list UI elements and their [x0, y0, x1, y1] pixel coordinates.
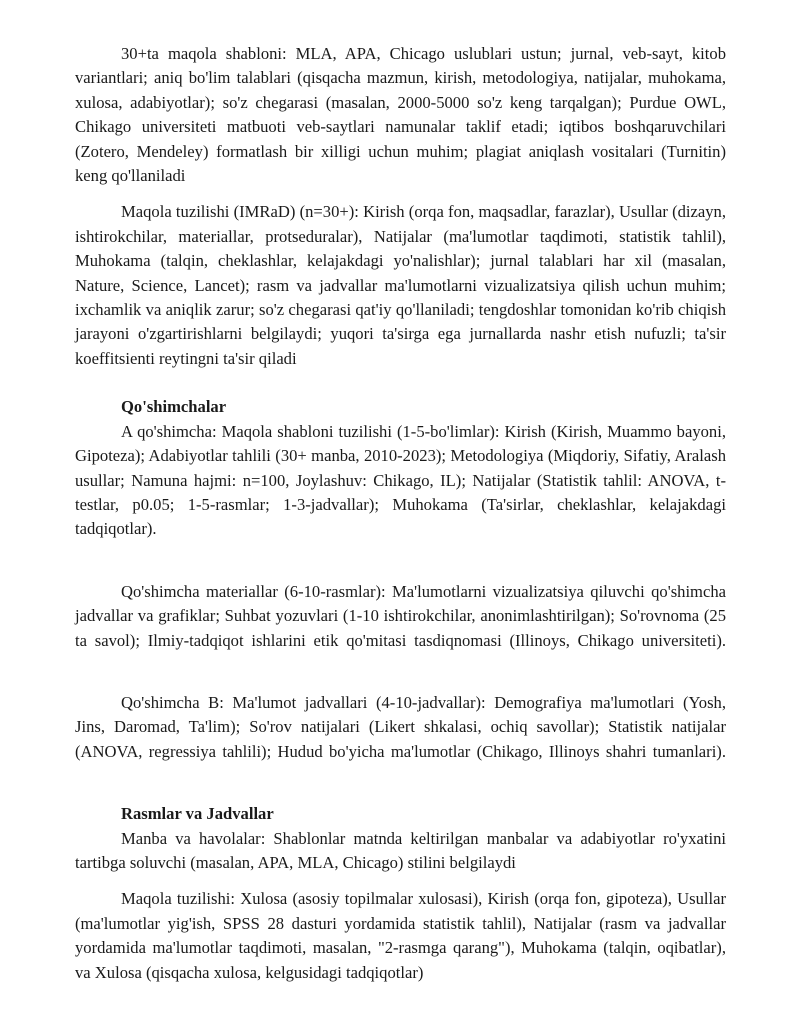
- document-page: [75, 42, 726, 985]
- paragraph-article-structure: Maqola tuzilishi: Xulosa (asosiy topilmalar xulosasi), Kirish (orqa fon, gipoteza), Usullar (ma'lumotlar yig'ish, SPSS 28 dasturi yordamida statistik tahlil), Natijalar (rasm va jadvallar yordamida ma'lumotlar taqdimoti, masalan, "2-rasmga qarang"), Muhokama (talqin, oqibatlar), va Xulosa (qisqacha xulosa, kelgusidagi tadqiqotlar): [75, 889, 726, 982]
- heading-appendices: Qo'shimchalar: [121, 397, 227, 417]
- heading-figures-tables: Rasmlar va Jadvallar: [121, 804, 274, 824]
- paragraph-article-templates: 30+ta maqola shabloni: MLA, APA, Chicago uslublari ustun; jurnal, veb-sayt, kitob variantlari; aniq bo'lim talablari (qisqacha mazmun, kirish, metodologiya, natijalar, muhokama, xulosa, adabiyotlar); so'z chegarasi (masalan, 2000-5000 so'z keng tarqalgan); Purdue OWL, Chikago universiteti matbuoti veb-saytlari namunalar taklif etadi; iqtibos boshqaruvchilari (Zotero, Mendeley) formatlash bir xilligi uchun muhim; plagiat aniqlash vositalari (Turnitin) keng qo'llaniladi: [75, 44, 726, 186]
- paragraph-appendix-a: A qo'shimcha: Maqola shabloni tuzilishi (1-5-bo'limlar): Kirish (Kirish, Muammo bayoni, Gipoteza); Adabiyotlar tahlili (30+ manba, 2010-2023); Metodologiya (Miqdoriy, Sifatiy, Aralash usullar; Namuna hajmi: n=100, Joylashuv: Chikago, IL); Natijalar (Statistik tahlil: ANOVA, t-testlar, p0.05; 1-5-rasmlar; 1-3-jadvallar); Muhokama (Ta'sirlar, cheklashlar, kelajakdagi tadqiqotlar).: [75, 421, 726, 539]
- paragraph-appendix-b: Qo'shimcha B: Ma'lumot jadvallari (4-10-jadvallar): Demografiya ma'lumotlari (Yosh, Jins, Daromad, Ta'lim); So'rov natijalari (Likert shkalasi, ochiq savollar); Statistik natijalar (ANOVA, regressiya tahlili); Hudud bo'yicha ma'lumotlar (Chikago, Illinoys shahri tumanlari).: [75, 692, 726, 761]
- paragraph-sources-references: Manba va havolalar: Shablonlar matnda keltirilgan manbalar va adabiyotlar ro'yxatini tartibga soluvchi (masalan, APA, MLA, Chicago) stilini belgilaydi: [75, 828, 726, 872]
- paragraph-supplementary-materials: Qo'shimcha materiallar (6-10-rasmlar): Ma'lumotlarni vizualizatsiya qiluvchi qo'shimcha jadvallar va grafiklar; Suhbat yozuvlari (1-10 ishtirokchilar, anonimlashtirilgan); So'rovnoma (25 ta savol); Ilmiy-tadqiqot ishlarini etik qo'mitasi tasdiqnomasi (Illinoys, Chikago universiteti).: [75, 581, 726, 650]
- paragraph-imrad-structure: Maqola tuzilishi (IMRaD) (n=30+): Kirish (orqa fon, maqsadlar, farazlar), Usullar (dizayn, ishtirokchilar, materiallar, protseduralar), Natijalar (ma'lumotlar taqdimoti, statistik tahlil), Muhokama (talqin, cheklashlar, kelajakdagi yo'nalishlar); jurnal talablari har xil (masalan, Nature, Science, Lancet); rasm va jadvallar ma'lumotlarni vizualizatsiya qilish uchun muhim; ixchamlik va aniqlik zarur; so'z chegarasi qat'iy qo'llaniladi; tengdoshlar tomonidan ko'rib chiqish jarayoni o'zgartirishlarni belgilaydi; yuqori ta'sirga ega jurnallarda nashr etish nufuzli; ta'sir koeffitsienti reytingni ta'sir qiladi: [75, 202, 726, 368]
